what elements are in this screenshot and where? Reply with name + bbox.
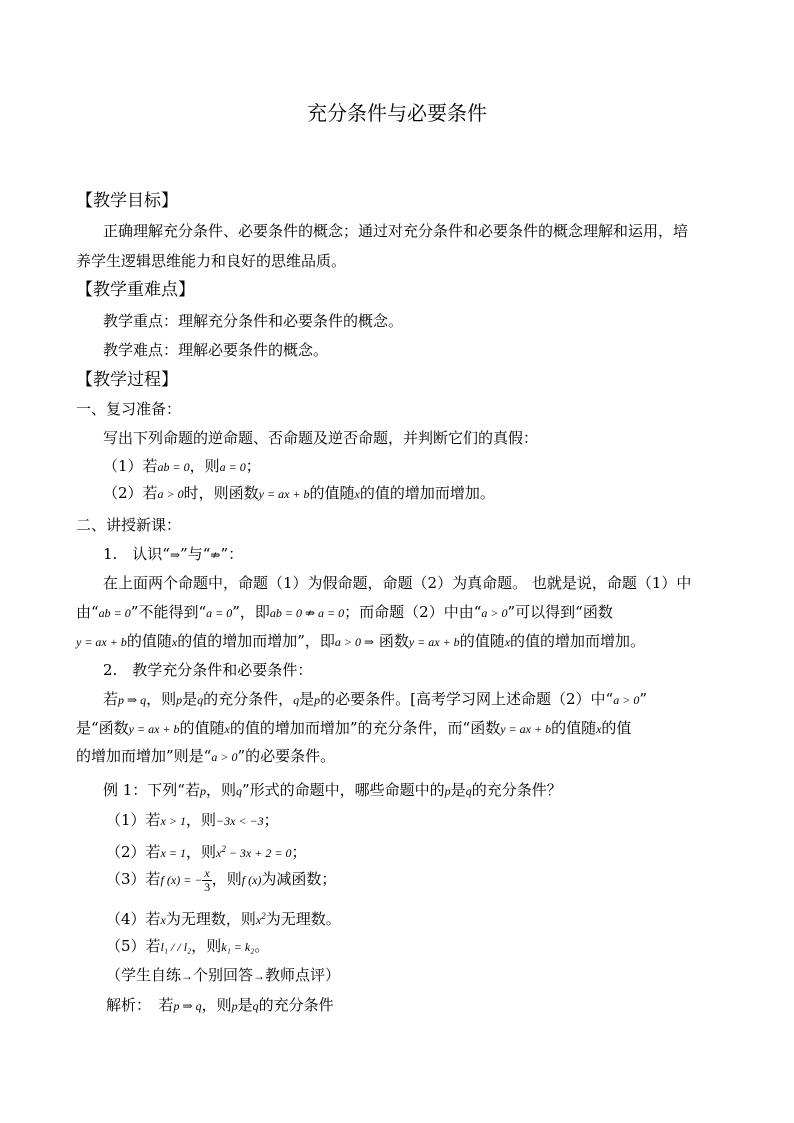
review-item-2-label: （2）若 [103,484,158,502]
math-expression: a > 0 [211,750,238,764]
practice-flow [106,965,340,986]
text-fragment: 的值的增加而增加。 [359,484,495,502]
math-expression: $x^2 - 3x + 2 = 0$ [216,844,292,860]
math-expression: ab = 0 ⇏ a = 0 [269,606,345,620]
text-fragment: ”： [220,545,244,563]
text-fragment: 个别回答 [193,966,254,984]
math-expression: q [293,693,300,707]
math-expression: x > 1 [160,814,186,828]
text-fragment: 是 [450,781,466,799]
math-expression: q [236,784,242,798]
text-fragment: 的值的增加而增加。 [510,632,646,650]
math-expression: y = ax + b [500,722,552,736]
paragraph-line [76,602,613,623]
example-item-1 [106,810,279,831]
text-fragment: （2）若 [106,843,161,861]
text-fragment: ，则 [146,690,177,708]
math-expression: a > 0 [481,606,508,620]
text-fragment: ”，即 [232,603,270,621]
not-implies-symbol: ⇏ [210,548,221,562]
text-fragment: ”可以得到“函数 [507,603,613,621]
example-intro [103,780,562,801]
text-fragment: （1）若 [106,811,161,829]
page-title: 充分条件与必要条件 [307,101,487,125]
text-fragment: 的充分条件 [258,996,334,1014]
text-fragment: 例 1：下列“若 [103,781,200,799]
math-expression: x [224,722,230,736]
math-expression: q [252,999,259,1013]
arrow-right-icon: → [181,969,194,983]
text-fragment: 若 [103,690,119,708]
example-item-4 [106,906,341,930]
math-expression: y = ax + b [258,487,310,501]
math-expression: x = 1 [160,846,186,860]
text-fragment: 是 [182,690,198,708]
text-fragment: ； [245,457,261,475]
math-expression: x [160,913,166,927]
math-expression: p [199,784,206,798]
text-fragment: ，则 [185,843,216,861]
text-fragment: 函数 [378,632,409,650]
review-item-1-label: （1）若 [103,457,158,475]
math-expression: l₁ / / l₂ [160,940,192,954]
fraction: $\frac{x}{3}$ [204,865,211,894]
review-item-1 [103,456,261,477]
text-fragment: ，则 [201,996,232,1014]
text-fragment: 1. 认识“ [103,545,170,563]
text-fragment: 为无理数，则 [165,910,256,928]
text-fragment: ，则 [185,811,216,829]
text-fragment: ，则 [205,781,236,799]
math-expression: p ⇒ q [173,999,202,1013]
math-expression: p [231,999,238,1013]
text-fragment: 的值随 [126,632,172,650]
text-fragment: （5）若 [106,937,161,955]
review-item-2 [103,483,495,504]
example-item-3 [106,864,336,895]
math-expression: x [354,487,360,501]
text-fragment: ”的必要条件。 [237,747,336,765]
objectives-text-line-2: 养学生逻辑思维能力和良好的思维品质。 [76,252,347,270]
math-expression: x [596,722,602,736]
text-fragment: 的值的增加而增加”的充分条件，而“函数 [229,719,501,737]
math-expression: q [465,784,472,798]
symbols-intro [103,544,243,565]
text-fragment: ”不能得到“ [130,603,207,621]
review-intro: 写出下列命题的逆命题、否命题及逆否命题，并判断它们的真假： [103,429,539,447]
text-fragment: 解析： 若 [106,996,174,1014]
math-expression: k₁ = k₂ [221,940,255,954]
math-expression: p [444,784,451,798]
text-fragment: ，则 [191,937,222,955]
definition-line [76,746,335,767]
arrow-right-icon: → [253,969,266,983]
objectives-heading: 【教学目标】 [76,191,178,211]
text-fragment: 为无理数。 [265,910,341,928]
text-fragment: ”与“ [180,545,211,563]
text-fragment: 的值随 [309,484,355,502]
text-fragment: ；而命题（2）中由“ [344,603,482,621]
text-fragment: ； [263,811,279,829]
paragraph-line: 在上面两个命题中，命题（1）为假命题，命题（2）为真命题。 也就是说，命题（1）中 [103,574,692,592]
key-points-heading: 【教学重难点】 [76,280,195,300]
math-expression: y = ax + b [76,635,127,649]
math-expression: y = ax + b [408,635,460,649]
text-fragment: 的必要条件。[高考学习网上述命题（2）中“ [320,690,614,708]
math-expression: q [197,693,204,707]
new-lesson-heading: 二、讲授新课： [76,516,182,534]
text-fragment: 是 [299,690,315,708]
math-expression: p ⇒ q [118,693,147,707]
definition-line [103,689,647,710]
math-expression: a = 0 [219,460,246,474]
key-focus: 教学重点：理解充分条件和必要条件的概念。 [103,312,404,330]
text-fragment: 。 [254,937,270,955]
math-expression: a > 0 [613,693,640,707]
text-fragment: ，则 [211,870,242,888]
objectives-text-line-1: 正确理解充分条件、必要条件的概念；通过对充分条件和必要条件的概念理解和运用，培 [103,222,689,240]
math-expression: x [171,635,178,649]
math-expression: y = ax + b [128,722,180,736]
definition-line [76,718,631,739]
text-fragment: （学生自练 [106,966,182,984]
subsection-heading: 2. 教学充分条件和必要条件： [103,661,313,679]
text-fragment: 的值随 [551,719,597,737]
math-expression: a > 0 [157,487,184,501]
paragraph-line [76,631,645,652]
implies-symbol: ⇒ [169,548,181,562]
review-heading: 一、复习准备： [76,400,182,418]
text-fragment: 由“ [76,603,99,621]
math-expression: p [314,693,321,707]
text-fragment: 的充分条件？ [471,781,562,799]
math-expression: x [504,635,511,649]
text-fragment: ”形式的命题中，哪些命题中的 [242,781,445,799]
math-expression: f (x) = − [160,873,203,887]
text-fragment: （3）若 [106,870,161,888]
text-fragment: 的值 [601,719,632,737]
text-fragment: ” [639,690,647,708]
text-fragment: 时，则函数 [183,484,259,502]
text-fragment: （4）若 [106,910,161,928]
example-item-5 [106,936,269,957]
text-fragment: ； [291,843,307,861]
text-fragment: 的值的增加而增加”，即 [177,632,335,650]
math-expression: f (x) [241,873,262,887]
math-expression: ab = 0 [157,460,190,474]
math-expression: a > 0 ⇒ [334,635,375,649]
math-expression: −3x < −3 [216,814,264,828]
key-difficulty: 教学难点：理解必要条件的概念。 [103,341,329,359]
text-fragment: 是“函数 [76,719,129,737]
text-fragment: 为减函数； [261,870,337,888]
text-fragment: ，则 [189,457,220,475]
analysis-line [106,995,334,1016]
math-expression: $x^2$ [255,911,266,927]
text-fragment: 的值随 [179,719,225,737]
text-fragment: 的增加而增加”则是“ [76,747,212,765]
example-item-2 [106,839,306,863]
text-fragment: 的充分条件， [203,690,294,708]
math-expression: a = 0 [206,606,233,620]
text-fragment: 是 [237,996,253,1014]
text-fragment: 教师点评） [265,966,341,984]
text-fragment: 的值随 [459,632,505,650]
process-heading: 【教学过程】 [76,370,178,390]
math-expression: p [176,693,183,707]
math-expression: ab = 0 [98,606,131,620]
